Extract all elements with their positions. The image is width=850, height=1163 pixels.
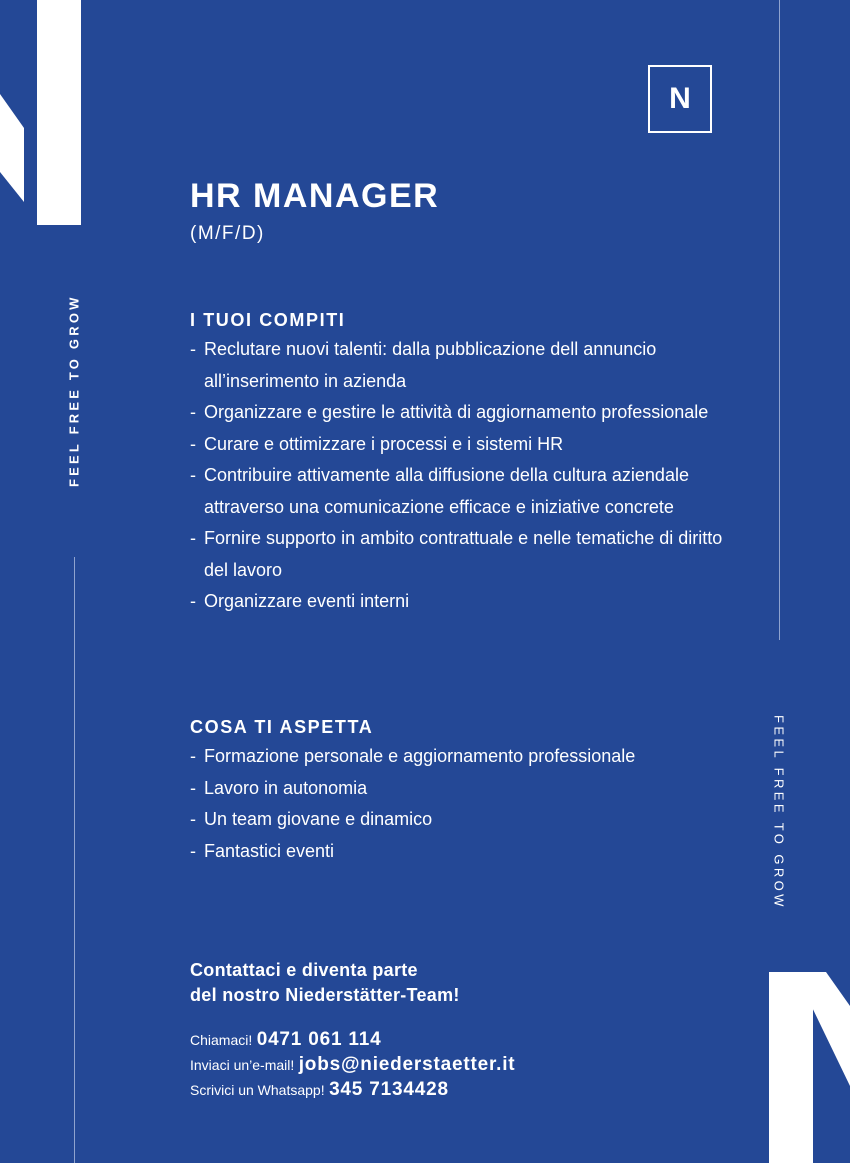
phone-label: Chiamaci!	[190, 1032, 253, 1048]
list-item: - Organizzare eventi interni	[190, 591, 410, 611]
offer-list	[190, 741, 730, 867]
list-item-text: Un team giovane e dinamico	[204, 809, 433, 829]
email-label: Inviaci un’e-mail!	[190, 1057, 295, 1073]
phone-number[interactable]: 0471 061 114	[256, 1029, 382, 1050]
cta-line-2: del nostro Niederstätter-Team!	[190, 985, 460, 1005]
cta-line-1: Contattaci e diventa parte	[190, 960, 418, 980]
list-item-text: Fornire supporto in ambito contrattuale e nelle tematiche di diritto del lavoro	[204, 528, 723, 580]
list-item: - Reclutare nuovi talenti: dalla pubblicazione dell annuncio all’inserimento in azienda	[190, 339, 657, 391]
whatsapp-label: Scrivici un Whatsapp!	[190, 1082, 325, 1098]
slogan-vertical-right: FEEL FREE TO GROW	[771, 714, 787, 910]
list-item: - Fornire supporto in ambito contrattuale e nelle tematiche di diritto del lavoro	[190, 528, 723, 580]
list-item-text: Contribuire attivamente alla diffusione della cultura aziendale attraverso una comunicazione efficace e iniziative concrete	[204, 465, 689, 517]
list-item-text: Fantastici eventi	[204, 840, 335, 861]
list-item: - Contribuire attivamente alla diffusione della cultura aziendale attraverso una comunicazione efficace e iniziative concrete	[190, 465, 689, 517]
tasks-title: I TUOI COMPITI	[190, 310, 346, 330]
list-item: - Formazione personale e aggiornamento professionale	[190, 746, 636, 766]
contact-whatsapp	[190, 1078, 710, 1103]
job-title: HR MANAGER	[190, 177, 440, 215]
contact-email	[190, 1053, 710, 1078]
list-item: - Organizzare e gestire le attività di aggiornamento professionale	[190, 402, 709, 422]
tasks-section	[190, 309, 730, 618]
job-header	[190, 176, 730, 246]
list-item: - Fantastici eventi	[190, 840, 335, 861]
contact-phone	[190, 1028, 710, 1053]
slogan-vertical-left: FEEL FREE TO GROW	[66, 294, 82, 488]
list-item-text: Lavoro in autonomia	[204, 777, 368, 798]
whatsapp-number[interactable]: 345 7134428	[329, 1079, 449, 1100]
offer-title: COSA TI ASPETTA	[190, 717, 374, 737]
tasks-list	[190, 334, 730, 618]
job-subtitle: (M/F/D)	[190, 223, 265, 244]
list-item: - Un team giovane e dinamico	[190, 809, 433, 829]
call-to-action	[190, 958, 690, 1008]
logo-letter: N	[669, 82, 691, 115]
email-address[interactable]: jobs@niederstaetter.it	[298, 1054, 516, 1075]
list-item-text: Formazione personale e aggiornamento professionale	[204, 746, 636, 766]
list-item-text: Organizzare e gestire le attività di aggiornamento professionale	[204, 402, 709, 422]
company-logo	[648, 65, 712, 133]
contact-block	[190, 1028, 710, 1103]
list-item-text: Curare e ottimizzare i processi e i sistemi HR	[204, 433, 564, 454]
list-item-text: Organizzare eventi interni	[204, 591, 410, 611]
offer-section	[190, 716, 730, 867]
list-item-text: Reclutare nuovi talenti: dalla pubblicazione dell annuncio all’inserimento in azienda	[204, 339, 657, 391]
list-item: - Curare e ottimizzare i processi e i sistemi HR	[190, 433, 564, 454]
list-item: - Lavoro in autonomia	[190, 777, 368, 798]
